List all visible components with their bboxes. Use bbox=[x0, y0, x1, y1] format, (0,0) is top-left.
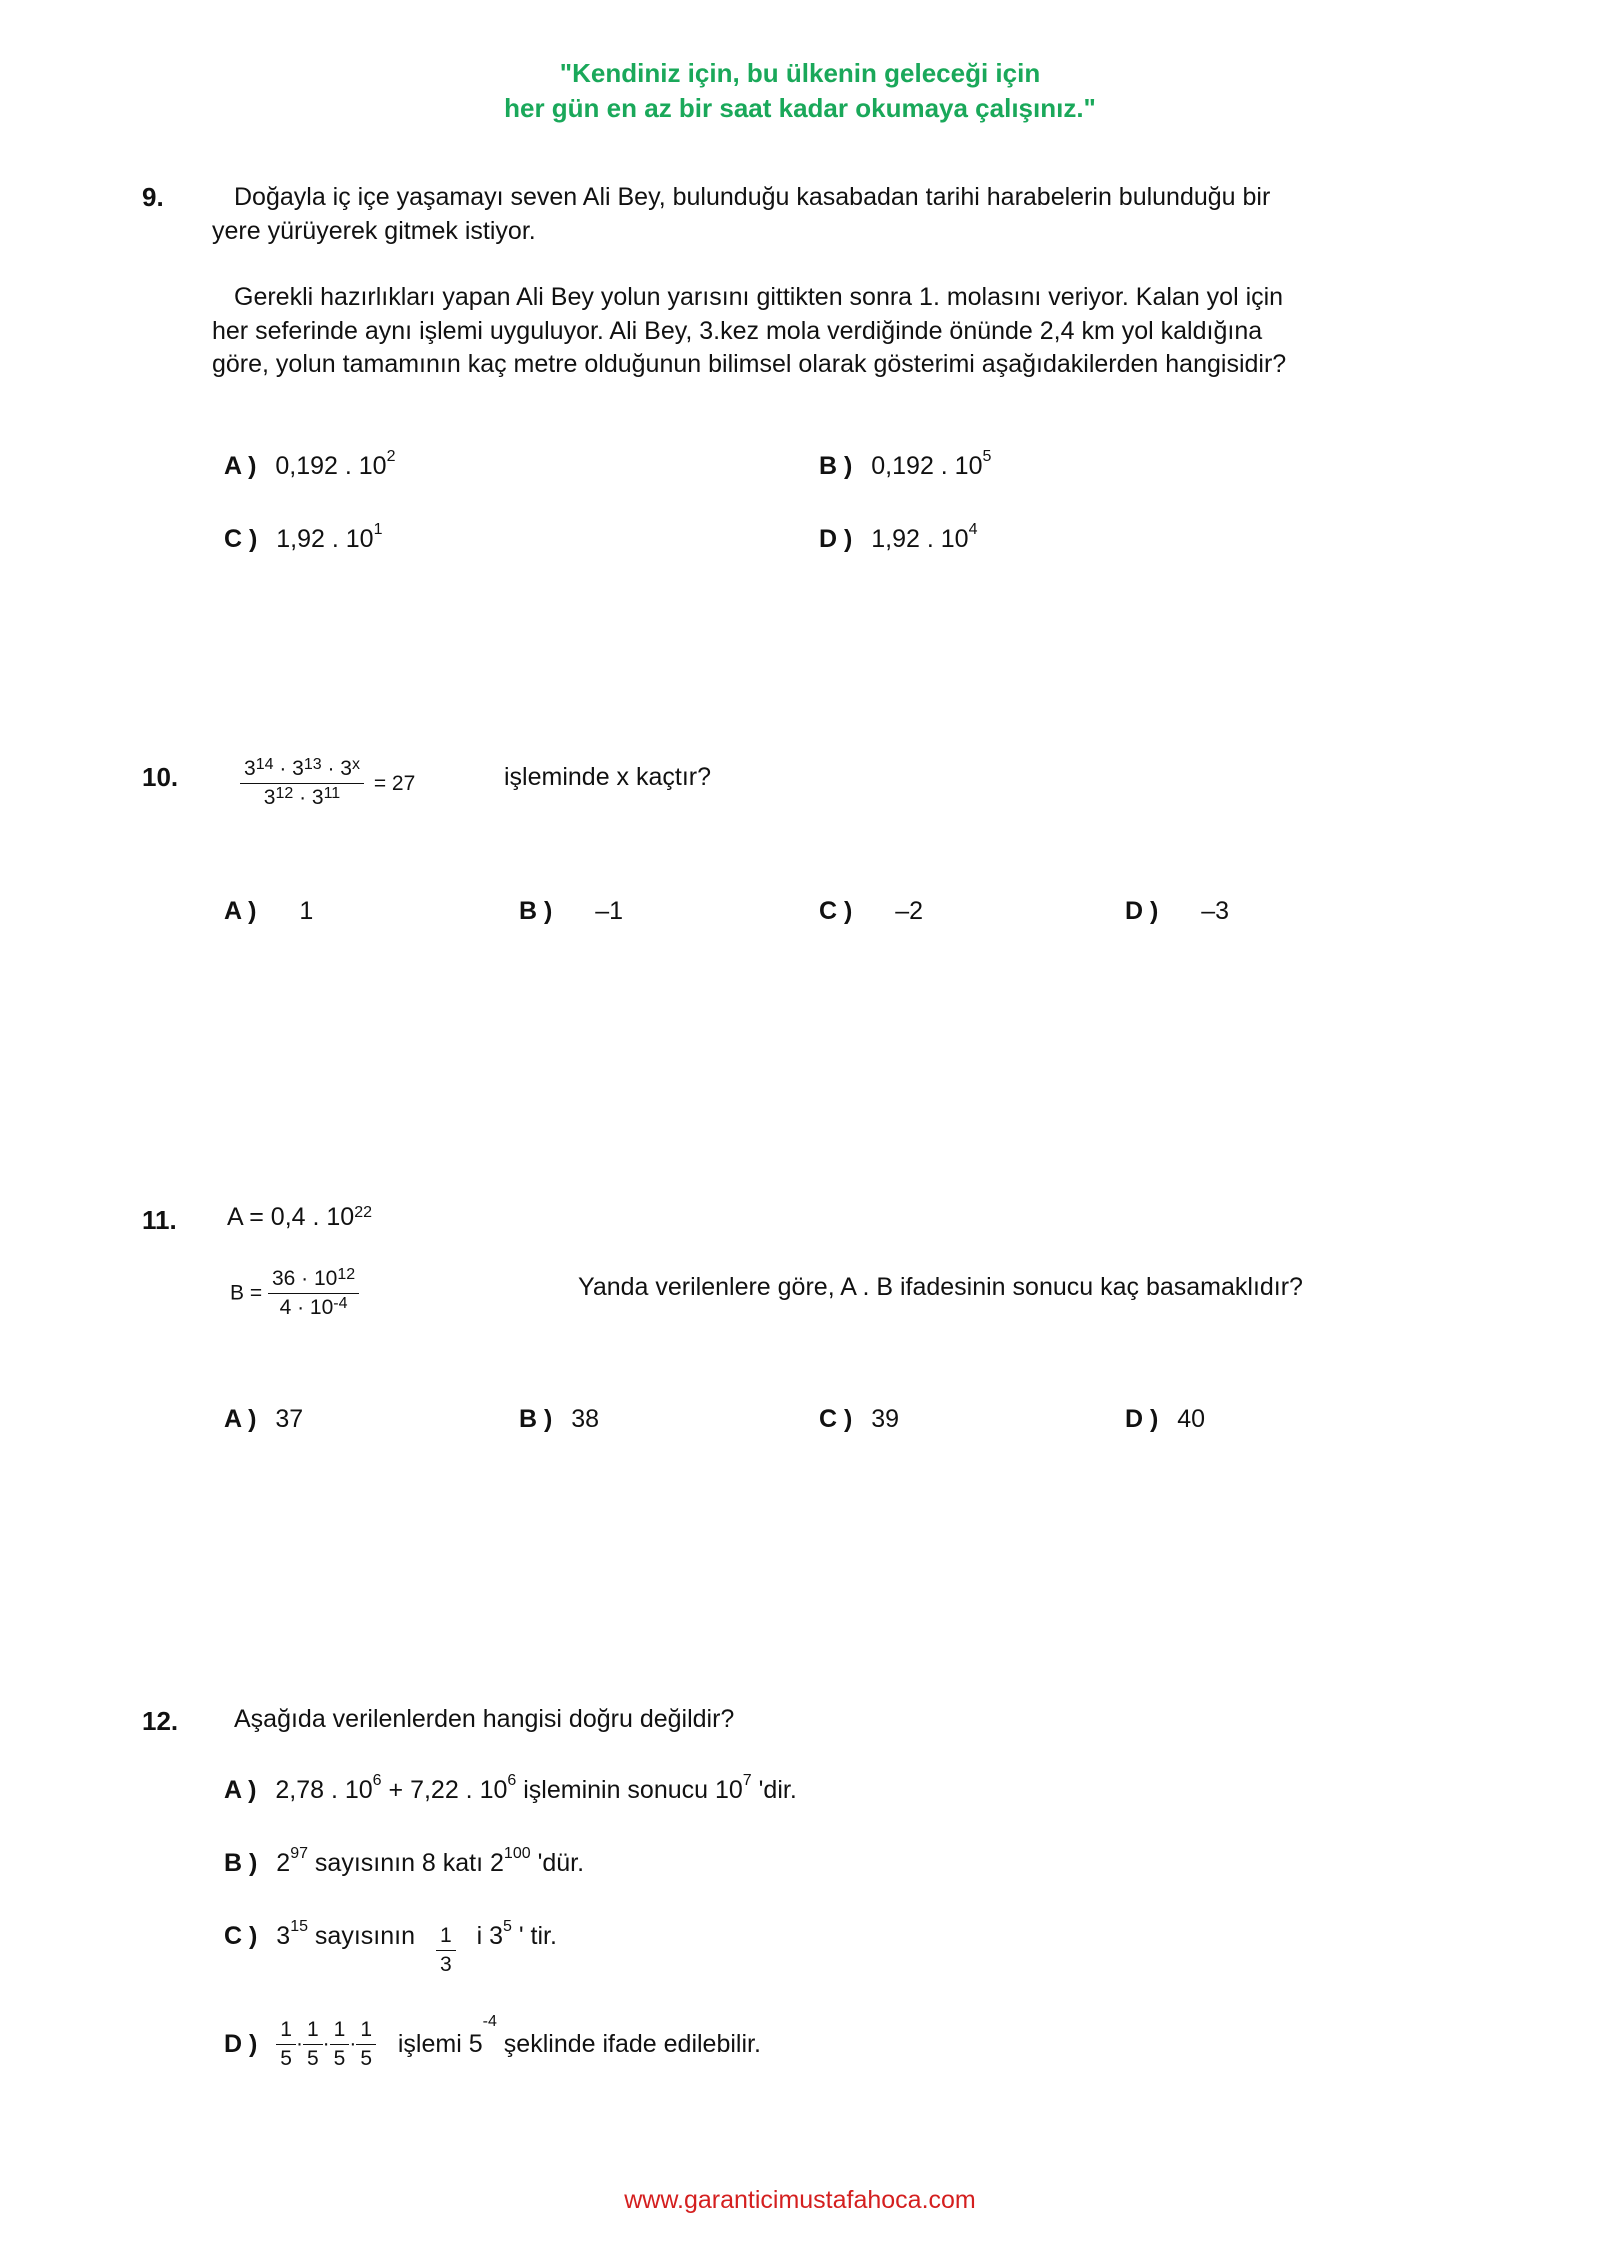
q9-option-a bbox=[224, 448, 396, 481]
option-value: 0,192 . 10 bbox=[275, 452, 387, 480]
b-label: B = bbox=[230, 1281, 263, 1305]
option-text: $3^{15}$ sayısının bbox=[276, 1918, 415, 1950]
q10-option-d bbox=[1125, 897, 1229, 926]
fraction-denominator: 3 bbox=[439, 1953, 452, 1976]
q9-option-c bbox=[224, 521, 383, 554]
option-value: 0,192 . 10 bbox=[871, 452, 983, 480]
footer-url[interactable]: www.garanticimustafahoca.com bbox=[624, 2186, 976, 2214]
option-value: 38 bbox=[571, 1405, 600, 1433]
q12-option-d bbox=[224, 2012, 761, 2073]
fraction-equals: = 27 bbox=[373, 771, 416, 795]
question-number: 10. bbox=[142, 762, 179, 792]
question-number: 9. bbox=[142, 182, 164, 212]
option-label: C ) bbox=[819, 1405, 853, 1433]
question-number: 12. bbox=[142, 1706, 179, 1736]
option-exponent: 4 bbox=[968, 521, 978, 538]
fraction-denominator: $4 \cdot 10^{-4}$ bbox=[279, 1295, 348, 1319]
q10-fraction-expression bbox=[240, 755, 364, 812]
option-exponent: 2 bbox=[386, 448, 396, 465]
option-value: –2 bbox=[895, 897, 924, 925]
q10-fraction bbox=[240, 755, 415, 812]
option-label: A ) bbox=[224, 1405, 257, 1433]
option-value: 1 bbox=[299, 897, 314, 925]
option-value: 39 bbox=[871, 1405, 900, 1433]
option-label: B ) bbox=[519, 1405, 553, 1433]
option-text: 2,78 . $10^6 + 7,22$ . $10^6$ işleminin sonucu $10^7$ 'dir. bbox=[275, 1772, 797, 1804]
fraction-numerator: $36 \cdot 10^{12}$ bbox=[268, 1265, 359, 1294]
header-quote-line2: her gün en az bir saat kadar okumaya çalışınız." bbox=[504, 93, 1096, 123]
option-label: B ) bbox=[819, 452, 853, 480]
q12-c-fraction bbox=[436, 1922, 456, 1979]
q9-text-line: göre, yolun tamamının kaç metre olduğunun bilimsel olarak gösterimi aşağıdakilerden hangisidir? bbox=[212, 350, 1287, 378]
option-value: 1,92 . 10 bbox=[276, 525, 374, 553]
q10-question: işleminde x kaçtır? bbox=[504, 763, 712, 791]
option-exponent: 5 bbox=[982, 448, 992, 465]
option-label: B ) bbox=[519, 897, 553, 925]
q11-option-a bbox=[224, 1405, 303, 1434]
option-value: 1,92 . 10 bbox=[871, 525, 969, 553]
q11-b-fraction bbox=[268, 1265, 359, 1322]
option-label: D ) bbox=[1125, 1405, 1159, 1433]
fraction: $\frac{1}{5}$ bbox=[276, 2016, 296, 2073]
q12-option-a bbox=[224, 1772, 797, 1805]
option-text-tail: i $3^5$ ' tir. bbox=[476, 1918, 557, 1950]
q10-option-b bbox=[519, 897, 623, 926]
option-label: D ) bbox=[224, 2030, 258, 2058]
q9-text-line: yere yürüyerek gitmek istiyor. bbox=[212, 217, 536, 245]
option-value: 37 bbox=[275, 1405, 304, 1433]
option-label: B ) bbox=[224, 1849, 258, 1877]
header-quote-line1: "Kendiniz için, bu ülkenin geleceği için bbox=[559, 58, 1041, 88]
fraction-numerator: $3^{14} \cdot 3^{13} \cdot 3^x$ bbox=[240, 755, 364, 784]
q9-text-line: Doğayla iç içe yaşamayı seven Ali Bey, bulunduğu kasabadan tarihi harabelerin bulunduğu bir bbox=[234, 183, 1271, 211]
option-value: –1 bbox=[595, 897, 624, 925]
question-number: 11. bbox=[142, 1205, 177, 1235]
option-label: A ) bbox=[224, 1776, 257, 1804]
q12-option-b bbox=[224, 1845, 585, 1878]
q9-option-d bbox=[819, 521, 978, 554]
q11-option-d bbox=[1125, 1405, 1205, 1434]
option-label: A ) bbox=[224, 897, 257, 925]
q12-d-fraction-product: $\frac{1}{5}$ · $\frac{1}{5}$ · $\frac{1}{5}$ · $\frac{1}{5}$ bbox=[276, 2032, 382, 2055]
fraction: $\frac{1}{5}$ bbox=[303, 2016, 323, 2073]
option-exponent: 1 bbox=[373, 521, 383, 538]
q12-question: Aşağıda verilenlerden hangisi doğru değildir? bbox=[234, 1705, 735, 1733]
option-label: D ) bbox=[1125, 897, 1159, 925]
q9-text-line: her seferinde aynı işlemi uyguluyor. Ali Bey, 3.kez mola verdiğinde önünde 2,4 km yol kaldığına bbox=[212, 317, 1263, 345]
option-label: A ) bbox=[224, 452, 257, 480]
q10-option-a bbox=[224, 897, 313, 926]
q11-question: Yanda verilenlere göre, A . B ifadesinin sonucu kaç basamaklıdır? bbox=[578, 1273, 1303, 1301]
option-label: D ) bbox=[819, 525, 853, 553]
q12-option-c bbox=[224, 1918, 557, 1979]
option-label: C ) bbox=[224, 1922, 258, 1950]
q11-option-c bbox=[819, 1405, 899, 1434]
fraction: $\frac{1}{5}$ bbox=[356, 2016, 376, 2073]
q10-option-c bbox=[819, 897, 923, 926]
fraction-denominator: $3^{12} \cdot 3^{11}$ bbox=[263, 785, 341, 809]
option-text: işlemi $5^{-4}$ şeklinde ifade edilebilir. bbox=[397, 2012, 761, 2058]
option-label: C ) bbox=[819, 897, 853, 925]
q9-option-b bbox=[819, 448, 992, 481]
option-label: C ) bbox=[224, 525, 258, 553]
q11-b-definition bbox=[230, 1265, 359, 1322]
option-value: 40 bbox=[1177, 1405, 1206, 1433]
q11-option-b bbox=[519, 1405, 599, 1434]
q11-a-definition: A = 0,4 . $10^{22}$ bbox=[227, 1203, 372, 1231]
option-text: $2^{97}$ sayısının 8 katı $2^{100}$ 'dür. bbox=[276, 1845, 585, 1877]
fraction-numerator: 1 bbox=[436, 1922, 456, 1951]
q9-text-line: Gerekli hazırlıkları yapan Ali Bey yolun yarısını gittikten sonra 1. molasını veriyor. Kalan yol için bbox=[234, 283, 1284, 311]
fraction: $\frac{1}{5}$ bbox=[330, 2016, 350, 2073]
option-value: –3 bbox=[1201, 897, 1230, 925]
